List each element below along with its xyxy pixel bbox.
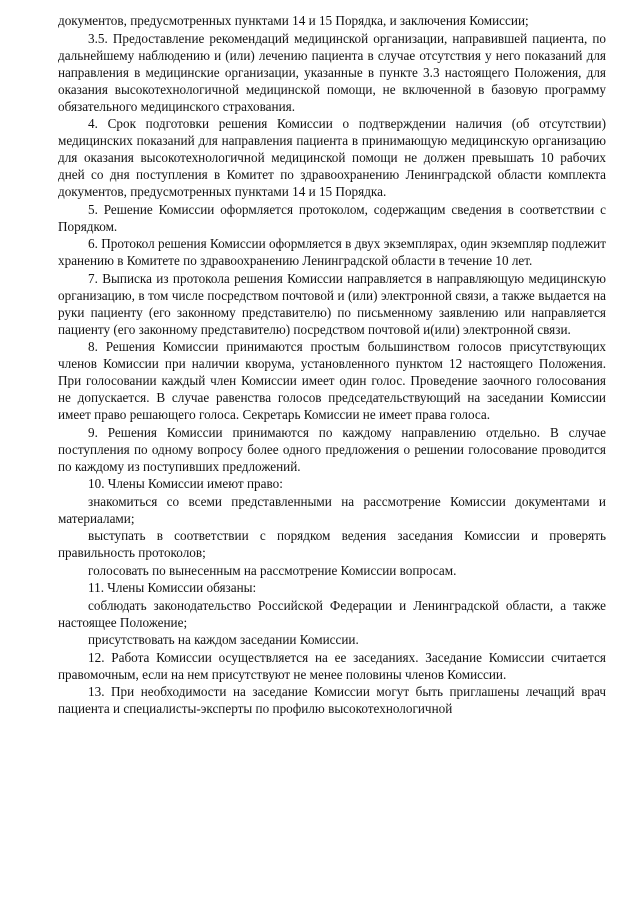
paragraph-9: 9. Решения Комиссии принимаются по каждому направлению отдельно. В случае поступления по одному вопросу более одного предложения о решении голосование проводится по каждому из поступивших предложений. [58,424,606,474]
paragraph-3-5: 3.5. Предоставление рекомендаций медицинской организации, направившей пациента, по дальнейшему наблюдению и (или) лечению пациента в случае отсутствия у него показаний для направления в медицинские организации, указанные в пункте 3.3 настоящего Положения, для оказания высокотехнологичной медицинской помощи, не включенной в базовую программу обязательного медицинского страхования. [58,30,606,114]
paragraph-12: 12. Работа Комиссии осуществляется на ее заседаниях. Заседание Комиссии считается правомочным, если на нем присутствуют не менее половины членов Комиссии. [58,649,606,682]
paragraph-8: 8. Решения Комиссии принимаются простым большинством голосов присутствующих членов Комиссии при наличии кворума, установленного пунктом 12 настоящего Положения. При голосовании каждый член Комиссии имеет один голос. Проведение заочного голосования не допускается. В случае равенства голосов председательствующий на заседании Комиссии имеет право решающего голоса. Секретарь Комиссии не имеет права голоса. [58,339,606,422]
paragraph-6: 6. Протокол решения Комиссии оформляется в двух экземплярах, один экземпляр подлежит хранению в Комитете по здравоохранению Ленинградской области в течение 10 лет. [58,236,606,268]
paragraph-10-item-2: выступать в соответствии с порядком ведения заседания Комиссии и проверять правильность протоколов; [58,528,606,560]
paragraph-11-item-2: присутствовать на каждом заседании Комиссии. [88,632,359,647]
paragraph-10: 10. Члены Комиссии имеют право: [88,476,283,491]
paragraph-11: 11. Члены Комиссии обязаны: [88,580,257,595]
paragraph-7: 7. Выписка из протокола решения Комиссии направляется в направляющую медицинскую организацию, в том числе посредством почтовой и (или) электронной связи, а также выдается на руки пациенту (его законному представителю) по письменному заявлению или направляется пациенту (его законному представителю) посредством почтовой и(или) электронной связи. [58,270,606,337]
document-page [58,12,606,718]
paragraph-10-item-3: голосовать по вынесенным на рассмотрение Комиссии вопросам. [88,562,457,578]
paragraph-4: 4. Срок подготовки решения Комиссии о подтверждении наличия (об отсутствии) медицинских показаний для направления пациента в принимающую медицинскую организацию для оказания высокотехнологичной медицинской помощи не должен превышать 10 рабочих дней со дня поступления в Комитет по здравоохранению Ленинградской области комплекта документов, предусмотренных пунктами 14 и 15 Порядка. [58,116,606,199]
paragraph-5: 5. Решение Комиссии оформляется протоколом, содержащим сведения в соответствии с Порядком. [58,201,606,234]
paragraph-11-item-1: соблюдать законодательство Российской Федерации и Ленинградской области, а также настоящее Положение; [58,597,606,630]
paragraph-continuation: документов, предусмотренных пунктами 14 и 15 Порядка, и заключения Комиссии; [58,13,529,28]
paragraph-13: 13. При необходимости на заседание Комиссии могут быть приглашены лечащий врач пациента и специалисты-эксперты по профилю высокотехнологичной [58,684,606,716]
paragraph-10-item-1: знакомиться со всеми представленными на рассмотрение Комиссии документами и материалами; [58,493,606,526]
